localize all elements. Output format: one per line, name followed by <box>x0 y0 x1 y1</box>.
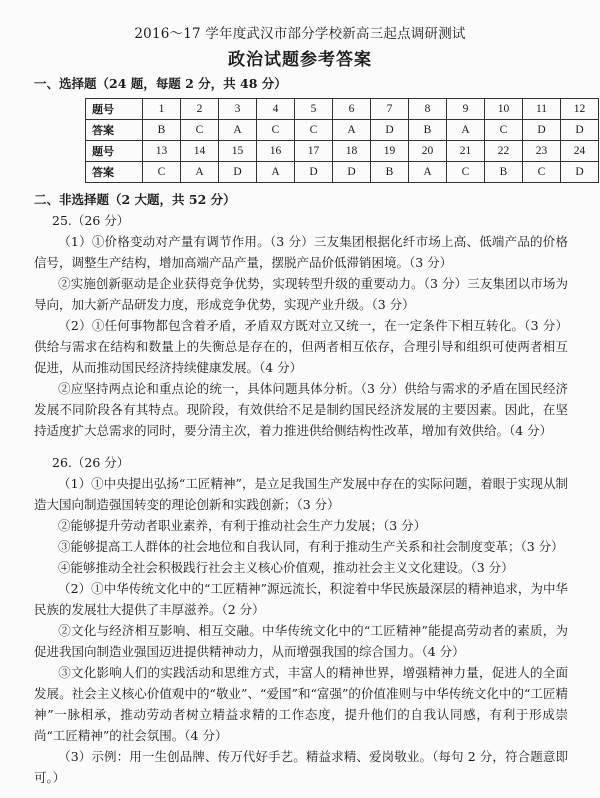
answer-cell: D <box>523 120 561 141</box>
q25-answer-1-2 <box>34 273 568 315</box>
question-26-header: 26.（26 分） <box>52 455 130 470</box>
q25-answer-2-1 <box>34 315 568 378</box>
question-number-row <box>86 99 599 120</box>
paragraph-text: （2）①任何事物都包含着矛盾，矛盾双方既对立又统一，在一定条件下相互转化。（3 分）供给与需求在结构和数量上的失衡总是存在的，但两者相互依存，合理引导和组织可使两者相互促进，从而推动国民经济持续健康发展。（4 分） <box>34 318 568 375</box>
paragraph-text: ②文化与经济相互影响、相互交融。中华传统文化中的“工匠精神”能提高劳动者的素质，为促进我国向制造业强国迈进提供精神动力，从而增强我国的综合国力。（4 分） <box>34 623 568 659</box>
q26-answer-1-2 <box>34 515 568 536</box>
answer-cell: A <box>409 162 447 183</box>
document-title: 政治试题参考答案 <box>228 50 372 70</box>
question-number-cell: 23 <box>523 141 561 162</box>
question-number-cell: 9 <box>447 99 485 120</box>
question-number-cell: 4 <box>257 99 295 120</box>
question-number-cell: 20 <box>409 141 447 162</box>
paragraph-text: ②应坚持两点论和重点论的统一，具体问题具体分析。（3 分）供给与需求的矛盾在国民经济发展不同阶段各有其特点。现阶段，有效供给不足是制约国民经济发展的主要因素。因此，在坚持适度扩大总需求的同时，要分清主次，着力推进供给侧结构性改革，增加有效供给。（4 分） <box>34 381 568 438</box>
answer-cell: B <box>409 120 447 141</box>
answer-cell: D <box>333 162 371 183</box>
question-number-cell: 11 <box>523 99 561 120</box>
answer-row <box>86 162 599 183</box>
answer-cell: C <box>181 120 219 141</box>
question-number-cell: 15 <box>219 141 257 162</box>
question-number-cell: 19 <box>371 141 409 162</box>
exam-title: 2016～17 学年度武汉市部分学校新高三起点调研测试 <box>134 26 466 42</box>
answer-cell: C <box>447 162 485 183</box>
answer-cell: B <box>371 162 409 183</box>
question-number-cell: 18 <box>333 141 371 162</box>
answer-cell: A <box>257 162 295 183</box>
row-label-answer: 答案 <box>86 120 143 141</box>
answer-cell: C <box>257 120 295 141</box>
answer-cell: B <box>143 120 181 141</box>
question-number-cell: 21 <box>447 141 485 162</box>
q26-answer-3 <box>34 746 568 788</box>
paragraph-text: （3）示例：用一生创品牌、传万代好手艺。精益求精、爱岗敬业。（每句 2 分，符合题意即可。） <box>34 749 568 785</box>
section-1-heading: 一、选择题（24 题，每题 2 分，共 48 分） <box>34 76 287 91</box>
q26-answer-2-2 <box>34 620 568 662</box>
question-number-cell: 22 <box>485 141 523 162</box>
answer-cell: C <box>485 120 523 141</box>
question-25-header: 25.（26 分） <box>52 213 130 228</box>
answer-cell: D <box>561 162 599 183</box>
question-number-cell: 1 <box>143 99 181 120</box>
q26-answer-2-1 <box>34 578 568 620</box>
question-number-cell: 3 <box>219 99 257 120</box>
answer-table-body <box>86 99 599 183</box>
answer-table <box>85 98 599 183</box>
question-number-cell: 17 <box>295 141 333 162</box>
question-number-cell: 6 <box>333 99 371 120</box>
question-number-cell: 5 <box>295 99 333 120</box>
row-label-answer: 答案 <box>86 162 143 183</box>
paragraph-text: ③文化影响人们的实践活动和思维方式，丰富人的精神世界，增强精神力量，促进人的全面发展。社会主义核心价值观中的“敬业”、“爱国”和“富强”的价值准则与中华传统文化中的“工匠精神”一脉相承，推动劳动者树立精益求精的工作态度，提升他们的自我认同感，有利于形成崇尚“工匠精神”的社会氛围。（4 分） <box>34 665 568 743</box>
answer-row <box>86 120 599 141</box>
paragraph-text: ②能够提升劳动者职业素养，有利于推动社会生产力发展；（3 分） <box>58 518 427 533</box>
question-number-cell: 7 <box>371 99 409 120</box>
q26-answer-1-1 <box>34 473 568 515</box>
paragraph-text: （1）①中央提出弘扬“工匠精神”，是立足我国生产发展中存在的实际问题，着眼于实现从制造大国向制造强国转变的理论创新和实践创新；（3 分） <box>34 476 568 512</box>
q26-answer-1-4 <box>34 557 568 578</box>
question-number-cell: 16 <box>257 141 295 162</box>
answer-cell: A <box>447 120 485 141</box>
answer-cell: D <box>371 120 409 141</box>
paragraph-text: （2）①中华传统文化中的“工匠精神”源远流长，积淀着中华民族最深层的精神追求，为中华民族的发展壮大提供了丰厚滋养。（2 分） <box>34 581 568 617</box>
answer-cell: C <box>143 162 181 183</box>
paragraph-text: ④能够推动全社会积极践行社会主义核心价值观，推动社会主义文化建设。（3 分） <box>58 560 514 575</box>
question-number-cell: 24 <box>561 141 599 162</box>
q26-answer-1-3 <box>34 536 568 557</box>
q25-answer-2-2 <box>34 378 568 441</box>
answer-cell: D <box>295 162 333 183</box>
section-2-heading: 二、非选择题（2 大题，共 52 分） <box>34 192 236 207</box>
answer-cell: A <box>219 120 257 141</box>
answer-cell: C <box>523 162 561 183</box>
question-number-cell: 2 <box>181 99 219 120</box>
question-number-cell: 10 <box>485 99 523 120</box>
question-number-cell: 14 <box>181 141 219 162</box>
question-number-cell: 12 <box>561 99 599 120</box>
paragraph-text: ③能够提高工人群体的社会地位和自我认同，有利于推动生产关系和社会制度变革；（3 分） <box>58 539 564 554</box>
answer-cell: C <box>295 120 333 141</box>
question-number-row <box>86 141 599 162</box>
row-label-question: 题号 <box>86 99 143 120</box>
answer-cell: D <box>561 120 599 141</box>
paragraph-text: ②实施创新驱动是企业获得竞争优势，实现转型升级的重要动力。（3 分）三友集团以市场为导向，加大新产品研发力度，形成竞争优势，实现产业升级。（3 分） <box>34 276 568 312</box>
answer-cell: D <box>219 162 257 183</box>
answer-cell: A <box>181 162 219 183</box>
answer-cell: A <box>333 120 371 141</box>
row-label-question: 题号 <box>86 141 143 162</box>
answer-cell: B <box>485 162 523 183</box>
question-number-cell: 8 <box>409 99 447 120</box>
question-number-cell: 13 <box>143 141 181 162</box>
q26-answer-2-3 <box>34 662 568 746</box>
q25-answer-1-1 <box>34 231 568 273</box>
paragraph-text: （1）①价格变动对产量有调节作用。（3 分）三友集团根据化纤市场上高、低端产品的价格信号，调整生产结构，增加高端产品产量，摆脱产品价低滞销困境。（3 分） <box>34 234 568 270</box>
